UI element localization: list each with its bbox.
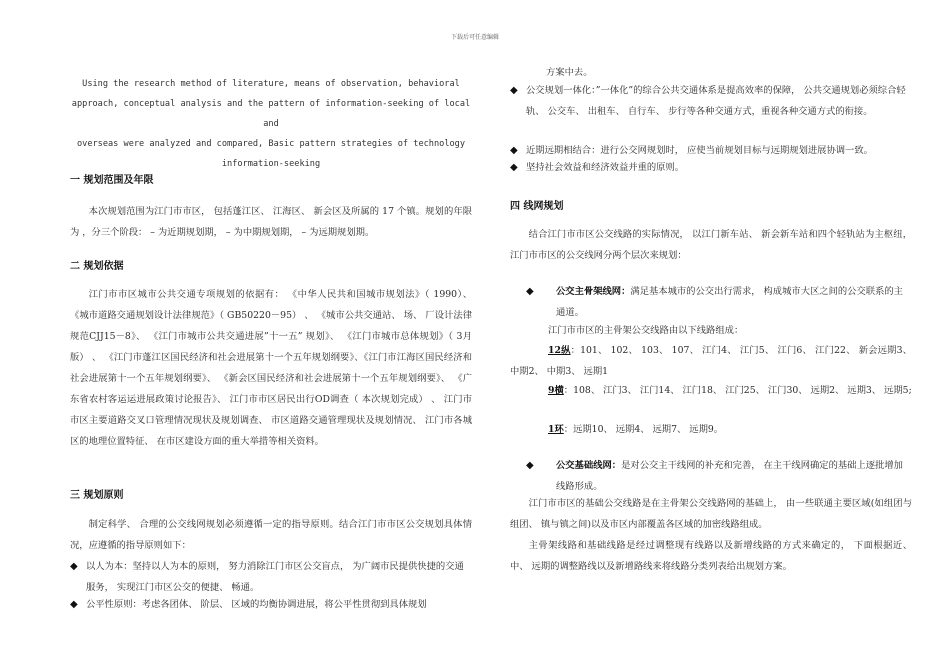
paragraph-scope: 本次规划范围为江门市市区， 包括蓬江区、 江海区、 新会区及所属的 17 个镇。规划的年限为 ，分三个阶段： – 为近期规划期， – 为中期规划期， – 为远期规划期。 [70,206,472,238]
section-heading-scope: 一 规划范围及年限 [70,175,154,186]
route-list-vertical [510,340,912,382]
base-network-label: 公交基础线网： [556,460,622,471]
route-group-text: ：101、 102、 103、 107、 江门4、 江门5、 江门6、 江门22、 新会远期3、 中期2、 中期3、 远期1 [510,345,912,377]
base-network-text: 是对公交主干线网的补充和完善， 在主干线网确定的基础上逐批增加线路形成。 [556,460,903,492]
section-heading-basis: 二 规划依据 [70,261,124,272]
section-heading-network: 四 线网规划 [510,201,564,212]
route-group-label: 9横 [548,385,564,396]
paragraph-adjustment: 主骨架线路和基础线路是经过调整现有线路以及新增线路的方式来确定的， 下面根据近、中、 远期的调整路线以及新增路线来将线路分类列表给出规划方案。 [510,540,912,572]
english-line: information-seeking [221,159,321,169]
diamond-bullet-icon: ◆ [510,85,518,96]
english-line: approach, conceptual analysis and the pattern of information-seeking of local and [71,99,471,129]
trunk-network-item [510,281,912,323]
english-line: overseas were analyzed and compared, Basic pattern strategies of technology [76,139,466,149]
trunk-network-text: 满足基本城市的公交出行需求， 构成城市大区之间的公交联系的主通道。 [556,286,903,318]
bullet-text: 坚持社会效益和经济效益并重的原则。 [526,162,685,173]
diamond-bullet-icon: ◆ [510,162,518,173]
route-group-text: ：108、 江门3、 江门14、 江门18、 江门25、 江门30、 远期2、 远期3、 远期5; [563,385,912,396]
diamond-bullet-icon: ◆ [70,599,78,610]
route-group-text: ：远期10、 远期4、 远期7、 远期9。 [563,424,724,435]
route-list-ring [510,419,912,440]
trunk-network-label: 公交主骨架线网： [556,286,631,297]
trunk-subtext: 江门市市区的主骨架公交线路由以下线路组成： [548,325,744,336]
page-header: 下载后可任意编辑 [450,34,499,41]
route-list-horizontal [510,380,912,401]
paragraph-principles-intro: 制定科学、 合理的公交线网规划必须遵循一定的指导原则。结合江门市市区公交规划具体情况，应遵循的指导原则如下： [70,519,472,551]
diamond-bullet-icon: ◆ [510,145,518,156]
bullet-text: 公交规划一体化：”一体化”的综合公共交通体系是提高效率的保障， 公共交通规划必须综合轻轨、 公交车、 出租车、 自行车、 步行等各种交通方式，重视各种交通方式的衔接。 [526,85,906,117]
paragraph-basis: 江门市市区城市公共交通专项规划的依据有： 《中华人民共和国城市规划法》（ 1990）、 《城市道路交通规划设计法律规范》（ GB50220－95） 、 《城市公共交通站、 场、 厂设计法律规范CJJ15－8》、 《江门市城市公共交通进展”十一五” 规划》、 《江门市城市总体规划》（ 3月版） 、 《江门市蓬江区国民经济和社会进展第十一个五年规划纲要》、《江门市江海区国民经济和社会进展第十一个五年规划纲要》、 《新会区国民经济和社会进展第十一个五年规划纲要》、 《广东省农村客运运进展政策讨论报告》、 江门市市区居民出行OD调查（ 本次规划完成） 、 江门市市区主要道路交叉口管理情况现状及规划调查、 市区道路交通管理现状及规划情况、 江门市各城区的地理位置特征、 在市区建设方面的重大举措等相关资料。 [70,289,472,447]
diamond-bullet-icon: ◆ [70,561,78,572]
diamond-bullet-icon: ◆ [526,286,534,297]
diamond-bullet-icon: ◆ [526,460,534,471]
bullet-item [70,556,472,598]
bullet-item [510,157,912,178]
section-heading-principles: 三 规划原则 [70,490,124,501]
paragraph-base-network: 江门市市区的基础公交线路是在主骨架公交线路网的基础上， 由一些联通主要区域(如组团与组团、 镇与镇之间)以及市区内部覆盖各区域的加密线路组成。 [510,498,912,530]
base-network-item [510,455,912,497]
paragraph-network-intro: 结合江门市市区公交线路的实际情况， 以江门新车站、 新会新车站和四个轻轨站为主枢纽，江门市市区的公交线网分两个层次来规划： [510,229,912,261]
continued-text: 方案中去。 [546,67,593,78]
english-line: Using the research method of literature, means of observation, behavioral [82,79,460,89]
bullet-text: 以人为本：坚持以人为本的原则， 努力消除江门市区公交盲点， 为广阔市民提供快捷的交通服务， 实现江门市区公交的便捷、 畅通。 [86,561,464,593]
bullet-item [510,80,912,122]
bullet-text: 近期远期相结合：进行公交网规划时， 应使当前规划目标与远期规划进展协调一致。 [526,145,873,156]
english-abstract [70,74,472,174]
bullet-item [70,594,472,615]
route-group-label: 12纵 [548,345,571,356]
route-group-label: 1环 [548,424,564,435]
bullet-text: 公平性原则：考虑各团体、 阶层、 区域的均衡协调进展，将公平性贯彻到具体规划 [86,599,427,610]
